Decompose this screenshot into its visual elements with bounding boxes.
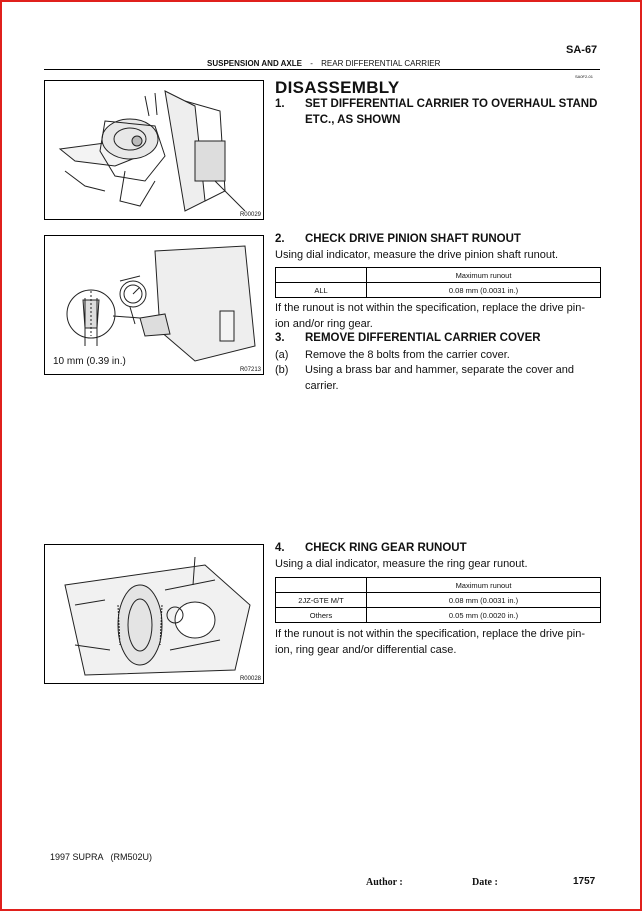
table-row <box>276 608 601 623</box>
step-2-text: Using dial indicator, measure the drive pinion shaft runout. <box>275 249 559 261</box>
step-number: 4. <box>275 542 285 554</box>
step-1 <box>275 98 597 110</box>
table-cell <box>276 578 367 593</box>
page-code: SA-67 <box>566 44 598 56</box>
figure-overhaul-stand <box>44 80 264 220</box>
table-cell: Others <box>276 608 367 623</box>
section-separator: - <box>310 59 313 68</box>
substep-label: (b) <box>275 364 289 376</box>
step-2-note-line-2: ion and/or ring gear. <box>275 318 373 330</box>
step-2-note-line-1: If the runout is not within the specification, replace the drive pin- <box>275 302 586 314</box>
table-row <box>276 283 601 298</box>
date-label: Date : <box>472 877 498 888</box>
step-title: CHECK RING GEAR RUNOUT <box>305 542 467 554</box>
vehicle-model: 1997 SUPRA (RM502U) <box>50 852 153 862</box>
figure-id: R00028 <box>239 676 261 682</box>
step-4 <box>275 542 467 554</box>
header-rule <box>44 69 600 70</box>
dimension-label: 10 mm (0.39 in.) <box>53 356 126 367</box>
step-title: REMOVE DIFFERENTIAL CARRIER COVER <box>305 332 541 344</box>
substep-label: (a) <box>275 349 289 361</box>
figure-id: R07213 <box>239 367 261 373</box>
figure-pinion-runout <box>44 235 264 375</box>
figure-ring-gear-runout <box>44 544 264 684</box>
table-row <box>276 268 601 283</box>
substep-text: Using a brass bar and hammer, separate the cover and carrier. <box>305 364 575 392</box>
step-number: 2. <box>275 233 285 245</box>
step-4-note-line-2: ion, ring gear and/or differential case. <box>275 644 457 656</box>
step-number: 3. <box>275 332 285 344</box>
page-number: 1757 <box>573 876 596 887</box>
substep-text: Remove the 8 bolts from the carrier cover. <box>305 349 510 361</box>
step-3 <box>275 332 541 344</box>
table-cell <box>276 268 367 283</box>
document-code: SA0F2-01 <box>575 74 594 79</box>
table-cell: 2JZ-GTE M/T <box>276 593 367 608</box>
spec-table-pinion <box>275 267 601 298</box>
table-cell: 0.08 mm (0.0031 in.) <box>367 283 601 298</box>
section-name: SUSPENSION AND AXLE <box>207 59 302 68</box>
step-title: CHECK DRIVE PINION SHAFT RUNOUT <box>305 233 521 245</box>
subsection-name: REAR DIFFERENTIAL CARRIER <box>321 59 441 68</box>
table-row <box>276 593 601 608</box>
step-number: 1. <box>275 98 285 110</box>
page-title: DISASSEMBLY <box>275 78 400 97</box>
table-cell: 0.05 mm (0.0020 in.) <box>367 608 601 623</box>
pinion-runout-illustration <box>45 236 263 374</box>
table-header: Maximum runout <box>367 268 601 283</box>
overhaul-stand-illustration <box>45 81 263 219</box>
section-header <box>207 59 440 68</box>
table-cell: ALL <box>276 283 367 298</box>
table-cell: 0.08 mm (0.0031 in.) <box>367 593 601 608</box>
step-title: SET DIFFERENTIAL CARRIER TO OVERHAUL STAND <box>305 98 598 110</box>
step-1-line-2: ETC., AS SHOWN <box>305 114 401 126</box>
table-row <box>276 578 601 593</box>
author-label: Author : <box>366 877 403 888</box>
table-header: Maximum runout <box>367 578 601 593</box>
spec-table-ring-gear <box>275 577 601 623</box>
step-2 <box>275 233 521 245</box>
figure-id: R00029 <box>239 212 261 218</box>
step-4-note-line-1: If the runout is not within the specification, replace the drive pin- <box>275 628 586 640</box>
ring-gear-runout-illustration <box>45 545 263 683</box>
step-4-text: Using a dial indicator, measure the ring gear runout. <box>275 558 528 570</box>
